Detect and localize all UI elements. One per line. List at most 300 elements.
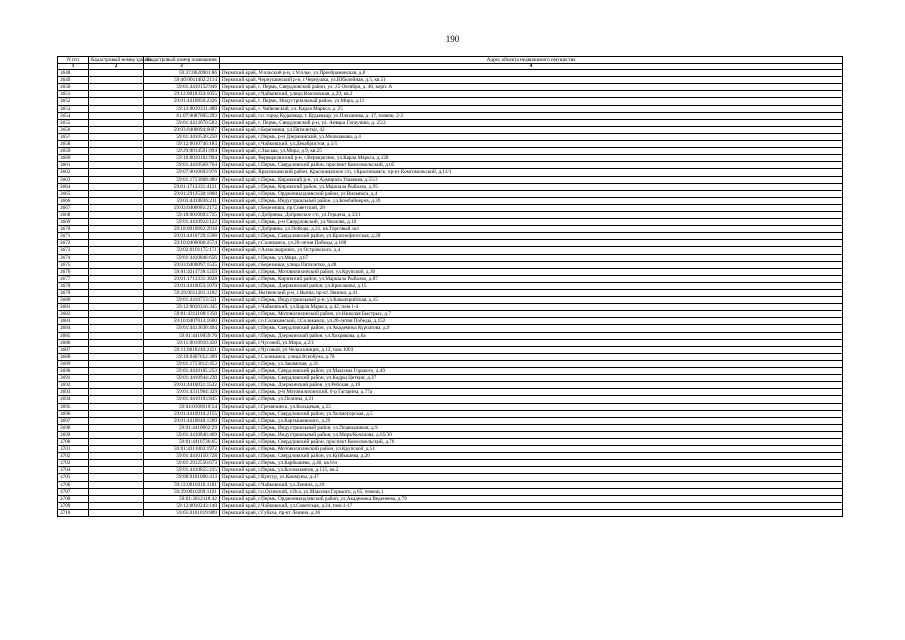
building-cadastral-number: [89, 282, 144, 289]
property-address: Пермский край, г.Добрянка, ул.Победы, д.31, кв.Торговый зал: [220, 226, 843, 233]
property-address: Пермский край, г.Пермь, р-н Свердловский, ул.Чкалова, д.10: [220, 219, 843, 226]
building-cadastral-number: [89, 424, 144, 431]
table-row: [58, 169, 843, 176]
property-address: Пермский край, г.Пермь, Кировский район, ул.Маршала Рыбалко, д.95: [220, 183, 843, 190]
room-cadastral-number: 59:01:4413670:583: [144, 119, 220, 126]
room-cadastral-number: 59:11:0010910:450: [144, 339, 220, 346]
property-address: Пермский край, г.о. город Кудымкар, г. Кудымкар, ул.Плеханова, д. 17, помещ. 2-2: [220, 112, 843, 119]
header-num: N п/п: [58, 57, 89, 64]
property-address: Пермский край, г.Пермь, Свердловский район, проспект Комсомольский, д.65: [220, 162, 843, 169]
building-cadastral-number: [89, 389, 144, 396]
property-address: Пермский край, г.Пермь, р-н Дзержинский, ул.Мильчакова, д.4: [220, 133, 843, 140]
row-number: 3658: [58, 141, 89, 148]
property-address: Пермский край, г.Пермь, ул.Космонавтов, д.115, кв.2: [220, 467, 843, 474]
table-row: [58, 247, 843, 254]
row-number: 3705: [58, 474, 89, 481]
building-cadastral-number: [89, 261, 144, 268]
row-number: 3653: [58, 105, 89, 112]
room-cadastral-number: 59:29:0010209:1191: [144, 488, 220, 495]
row-number: 3682: [58, 311, 89, 318]
room-cadastral-number: 59:01:4410910:2155: [144, 410, 220, 417]
table-row: [58, 318, 843, 325]
row-number: 3699: [58, 431, 89, 438]
room-cadastral-number: 59:01:4410736:65: [144, 438, 220, 445]
room-cadastral-number: 59:08:0101006:413: [144, 474, 220, 481]
table-row: [58, 84, 843, 91]
room-cadastral-number: 59:01:4410185:253: [144, 368, 220, 375]
table-row: [58, 112, 843, 119]
table-row: [58, 424, 843, 431]
property-address: Пермский край, г.Чайковский, ул.Советская, д.24, пом.1-17: [220, 502, 843, 509]
header-row: [58, 57, 843, 64]
row-number: 3710: [58, 509, 89, 516]
room-cadastral-number: 59:02:0101175:171: [144, 247, 220, 254]
property-address: Пермский край, г.Пермь, Свердловский район, ул.Академика Курчатова, д.9: [220, 325, 843, 332]
table-row: [58, 155, 843, 162]
property-address: Пермский край, г.Гремячинск, ул.Кольцевая, д.53: [220, 403, 843, 410]
building-cadastral-number: [89, 325, 144, 332]
building-cadastral-number: [89, 141, 144, 148]
row-number: 3707: [58, 488, 89, 495]
row-number: 3670: [58, 226, 89, 233]
row-number: 3701: [58, 446, 89, 453]
building-cadastral-number: [89, 297, 144, 304]
property-address: Пермский край, г.Пермь, Свердловский район, ул.Краснофлотская, д.28: [220, 233, 843, 240]
property-address: Пермский край, г.Чайковский, ул.Карла Маркса, д.42, пом.1-4: [220, 304, 843, 311]
room-cadastral-number: 59:10:0407013:1600: [144, 318, 220, 325]
row-number: 3702: [58, 453, 89, 460]
property-address: Пермский край, г.о.Соликамский, г.Соликамск, ул.20-летия Победы, д.152: [220, 318, 843, 325]
room-cadastral-number: 59:12:0010316:345: [144, 304, 220, 311]
property-address: Пермский край, г.Пермь, ул.Картышевского, д.29: [220, 417, 843, 424]
property-address: Пермский край, Верещагинский р-н, г.Верещагино, ул.Карла Маркса, д.128: [220, 155, 843, 162]
table-row: [58, 148, 843, 155]
building-cadastral-number: [89, 162, 144, 169]
row-number: 3667: [58, 204, 89, 211]
property-address: Пермский край, г. Чайковский, ул. Карла Маркса, д. 25: [220, 105, 843, 112]
table-row: [58, 360, 843, 367]
room-cadastral-number: 59:01:4410662:29: [144, 424, 220, 431]
row-number: 3687: [58, 346, 89, 353]
building-cadastral-number: [89, 509, 144, 516]
row-number: 3700: [58, 438, 89, 445]
property-address: Пермский край, Усольский р-н, г.Усолье, ул.Преображенская, д.8: [220, 70, 843, 77]
room-cadastral-number: 59:01:4410846:469: [144, 431, 220, 438]
row-number: 3685: [58, 332, 89, 339]
table-row: [58, 268, 843, 275]
header-address: Адрес объекта недвижимого имущества: [220, 57, 843, 64]
property-address: Пермский край, г.Чайковский, ул.Ленина, д.20: [220, 481, 843, 488]
building-cadastral-number: [89, 304, 144, 311]
room-cadastral-number: 59:11:0010240:2421: [144, 346, 220, 353]
table-row: [58, 453, 843, 460]
building-cadastral-number: [89, 91, 144, 98]
room-cadastral-number: 59:40:0011402:2114: [144, 77, 220, 84]
room-cadastral-number: 59:37:0620901:86: [144, 70, 220, 77]
room-cadastral-number: 59:10:0407052:309: [144, 353, 220, 360]
table-row: [58, 460, 843, 467]
row-number: 3688: [58, 353, 89, 360]
table-row: [58, 332, 843, 339]
table-row: [58, 226, 843, 233]
row-number: 3672: [58, 240, 89, 247]
building-cadastral-number: [89, 183, 144, 190]
room-cadastral-number: 59:01:4410640:1260: [144, 417, 220, 424]
building-cadastral-number: [89, 382, 144, 389]
table-row: [58, 417, 843, 424]
row-number: 3683: [58, 318, 89, 325]
table-row: [58, 233, 843, 240]
column-number: 2: [89, 64, 144, 70]
room-cadastral-number: 59:01:4410836:211: [144, 197, 220, 204]
property-address: Пермский край, г.Александровск, ул.Островского, д.4: [220, 247, 843, 254]
row-number: 3681: [58, 304, 89, 311]
building-cadastral-number: [89, 98, 144, 105]
room-cadastral-number: 59:18:0010602:2918: [144, 226, 220, 233]
building-cadastral-number: [89, 119, 144, 126]
table-row: [58, 126, 843, 133]
room-cadastral-number: 59:01:4410729:1508: [144, 233, 220, 240]
table-row: [58, 162, 843, 169]
property-address: Пермский край, г.о.Осинский, г.Оса, ул.Максима Горького, д.65, помещ.1: [220, 488, 843, 495]
table-row: [58, 261, 843, 268]
table-row: [58, 211, 843, 218]
table-row: [58, 325, 843, 332]
table-row: [58, 353, 843, 360]
table-row: [58, 254, 843, 261]
property-address: Пермский край, г. Пермь, Свердловский р-н, ул. Анвара Гатаулина, д. 25/2: [220, 119, 843, 126]
property-address: Пермский край, г.Губаха, пр-кт Ленина, д.30: [220, 509, 843, 516]
property-address: Пермский край, г.Пермь, Дзержинский район, ул.Ребская, д.19: [220, 382, 843, 389]
table-row: [58, 183, 843, 190]
property-address: Пермский край, г.Соликамск, ул.20-летия Победы, д.188: [220, 240, 843, 247]
row-number: 3668: [58, 211, 89, 218]
table-row: [58, 396, 843, 403]
property-address: Пермский край, г.Чайковский, ул.Декабристов, д.5/5: [220, 141, 843, 148]
room-cadastral-number: 59:01:3812118:42: [144, 495, 220, 502]
row-number: 3696: [58, 410, 89, 417]
room-cadastral-number: 59:01:4410031:1522: [144, 382, 220, 389]
room-cadastral-number: 59:01:4410059:76: [144, 332, 220, 339]
property-address: Пермский край, г.Пермь, ул.Закамская, д.31: [220, 360, 843, 367]
room-cadastral-number: 59:07:0010603:976: [144, 169, 220, 176]
property-address: Пермский край, г.Пермь, Кировский район, ул.Маршала Рыбалко, д.87: [220, 275, 843, 282]
building-cadastral-number: [89, 375, 144, 382]
property-address: Пермский край, Краснокамский район, Краснокамское г/п, г.Краснокамск, пр-кт Комсомольский, д.13/1: [220, 169, 843, 176]
property-address: Пермский край, г.Березники, улица Пятилетки, д.48: [220, 261, 843, 268]
building-cadastral-number: [89, 403, 144, 410]
row-number: 3673: [58, 247, 89, 254]
room-cadastral-number: 59:01:1713068:480: [144, 176, 220, 183]
row-number: 3706: [58, 481, 89, 488]
property-address: Пермский край, г.Пермь, р-н Мотовилихинский, б-р Гагарина, д.77а: [220, 389, 843, 396]
building-cadastral-number: [89, 410, 144, 417]
property-address: Пермский край, г.Пермь, Мотовилихинский район, ул.Крупской, д.51: [220, 446, 843, 453]
building-cadastral-number: [89, 275, 144, 282]
room-cadastral-number: 59:01:4410152:946: [144, 84, 220, 91]
building-cadastral-number: [89, 247, 144, 254]
building-cadastral-number: [89, 318, 144, 325]
row-number: 3652: [58, 98, 89, 105]
property-registry-table: [57, 56, 843, 517]
property-address: Пермский край, г.Пермь, Свердловский район, ул.Куйбышева, д.26: [220, 453, 843, 460]
property-address: Пермский край, г.Соликамск, улица Всеобуча, д.78: [220, 353, 843, 360]
row-number: 3674: [58, 254, 89, 261]
header-room-cadastral: Кадастровый номер помещения: [144, 57, 220, 64]
row-number: 3659: [58, 148, 89, 155]
room-cadastral-number: 59:01:4410713:531: [144, 297, 220, 304]
row-number: 3689: [58, 360, 89, 367]
property-address: Пермский край, г.Пермь, Свердловский район, ул.Холмогорская, д.5: [220, 410, 843, 417]
room-cadastral-number: 59:01:4311904:329: [144, 389, 220, 396]
table-row: [58, 304, 843, 311]
property-address: Пермский край, г. Пермь, Индустриальный район, ул.Мира, д.11: [220, 98, 843, 105]
building-cadastral-number: [89, 495, 144, 502]
property-address: Пермский край, г.Лысьва, ул.Мира, д.9, кв.25: [220, 148, 843, 155]
row-number: 3651: [58, 91, 89, 98]
table-row: [58, 495, 843, 502]
row-number: 3686: [58, 339, 89, 346]
table-row: [58, 502, 843, 509]
property-address: Пермский край, г.Пермь, Мотовилихинский район, ул.Крупской, д.30: [220, 268, 843, 275]
building-cadastral-number: [89, 332, 144, 339]
room-cadastral-number: 59:01:4410855:215: [144, 467, 220, 474]
building-cadastral-number: [89, 77, 144, 84]
building-cadastral-number: [89, 502, 144, 509]
property-address: Пермский край, г.Пермь, Индустриальный р-н, ул.Кавалерийская, д.15: [220, 297, 843, 304]
row-number: 3703: [58, 460, 89, 467]
row-number: 3657: [58, 133, 89, 140]
table-row: [58, 488, 843, 495]
row-number: 3695: [58, 403, 89, 410]
row-number: 3697: [58, 417, 89, 424]
building-cadastral-number: [89, 204, 144, 211]
table-row: [58, 382, 843, 389]
row-number: 3666: [58, 197, 89, 204]
table-row: [58, 282, 843, 289]
row-number: 3671: [58, 233, 89, 240]
building-cadastral-number: [89, 219, 144, 226]
page-number: 190: [445, 34, 460, 44]
table-row: [58, 119, 843, 126]
row-number: 3662: [58, 169, 89, 176]
building-cadastral-number: [89, 311, 144, 318]
table-row: [58, 474, 843, 481]
table-row: [58, 91, 843, 98]
row-number: 3649: [58, 77, 89, 84]
row-number: 3654: [58, 112, 89, 119]
building-cadastral-number: [89, 126, 144, 133]
table-row: [58, 275, 843, 282]
table-row: [58, 389, 843, 396]
property-address: Пермский край, г.Пермь, Свердловский район, ул.Максима Горького, д.49: [220, 368, 843, 375]
property-address: Пермский край, г.Добрянка, Добрянское г/п, ул.Герцена, д.33/1: [220, 211, 843, 218]
table-row: [58, 467, 843, 474]
building-cadastral-number: [89, 233, 144, 240]
building-cadastral-number: [89, 105, 144, 112]
row-number: 3708: [58, 495, 89, 502]
row-number: 3692: [58, 382, 89, 389]
building-cadastral-number: [89, 190, 144, 197]
room-cadastral-number: 59:01:1713012:453: [144, 360, 220, 367]
row-number: 3660: [58, 155, 89, 162]
table-row: [58, 368, 843, 375]
property-address: Пермский край, г.Пермь, Свердловский район, проспект Комсомольский, д.76: [220, 438, 843, 445]
row-number: 3691: [58, 375, 89, 382]
room-cadastral-number: 59:01:4410924:122: [144, 219, 220, 226]
room-cadastral-number: 59:10:0406006:2574: [144, 240, 220, 247]
table-row: [58, 403, 843, 410]
property-address: Пермский край, Нытвенский р-н, г.Нытва, пр-кт Ленина, д.41: [220, 290, 843, 297]
building-cadastral-number: [89, 211, 144, 218]
table-row: [58, 240, 843, 247]
table-row: [58, 297, 843, 304]
room-cadastral-number: 59:01:4410053:1070: [144, 282, 220, 289]
building-cadastral-number: [89, 226, 144, 233]
room-cadastral-number: 59:12:0010333:1055: [144, 91, 220, 98]
building-cadastral-number: [89, 467, 144, 474]
row-number: 3676: [58, 268, 89, 275]
property-address: Пермский край, г. Пермь, Свердловский район, ул. 25 Октября, д. 40, корп. А: [220, 84, 843, 91]
row-number: 3664: [58, 183, 89, 190]
property-address: Пермский край, г.Березники, пр.Советский, 28: [220, 204, 843, 211]
property-address: Пермский край, г.Пермь, Мотовилихинский район, ул.Николая Быстрых, д.7: [220, 311, 843, 318]
row-number: 3704: [58, 467, 89, 474]
table-row: [58, 197, 843, 204]
room-cadastral-number: 59:01:4410944:230: [144, 375, 220, 382]
row-number: 3698: [58, 424, 89, 431]
room-cadastral-number: 59:01:1713331:4121: [144, 183, 220, 190]
room-cadastral-number: 59:01:2912556:673: [144, 460, 220, 467]
table-row: [58, 339, 843, 346]
table-row: [58, 70, 843, 77]
building-cadastral-number: [89, 360, 144, 367]
table-row: [58, 481, 843, 488]
room-cadastral-number: 59:03:0400094:6697: [144, 126, 220, 133]
property-address: Пермский край, г.Пермь, Индустриальный район, ул.Подводников, д.9: [220, 424, 843, 431]
row-number: 3669: [58, 219, 89, 226]
room-cadastral-number: 59:01:4413638:494: [144, 325, 220, 332]
building-cadastral-number: [89, 353, 144, 360]
building-cadastral-number: [89, 70, 144, 77]
column-number: 4: [220, 64, 843, 70]
property-address: Пермский край, г.Пермь, Свердловский район, ул.Кадры Цеткин, д.27: [220, 375, 843, 382]
property-address: Пермский край, г.Пермь, Индустриальный район, ул.Комбайнеров, д.39: [220, 197, 843, 204]
building-cadastral-number: [89, 84, 144, 91]
table-body: [58, 70, 843, 517]
room-cadastral-number: 59:26:0611201:1182: [144, 290, 220, 297]
property-address: Пермский край, г.Чусовой, ул.Челюскинцев, д.12, пом.1003: [220, 346, 843, 353]
building-cadastral-number: [89, 438, 144, 445]
row-number: 3693: [58, 389, 89, 396]
row-number: 3661: [58, 162, 89, 169]
building-cadastral-number: [89, 133, 144, 140]
table-row: [58, 105, 843, 112]
table-row: [58, 219, 843, 226]
property-address: Пермский край, г.Чусовой, ул.Мира, д.2/1: [220, 339, 843, 346]
room-cadastral-number: 81:07:0087005:293: [144, 112, 220, 119]
room-cadastral-number: 59:01:4410530:250: [144, 133, 220, 140]
building-cadastral-number: [89, 148, 144, 155]
row-number: 3678: [58, 282, 89, 289]
row-number: 3665: [58, 190, 89, 197]
property-address: Пермский край, г.Пермь, ул.Полины, д.21: [220, 396, 843, 403]
building-cadastral-number: [89, 453, 144, 460]
table-row: [58, 204, 843, 211]
room-cadastral-number: 59:12:0010316:1181: [144, 481, 220, 488]
building-cadastral-number: [89, 197, 144, 204]
property-address: Пермский край, г.Березники, ул.Пятилетки, 42: [220, 126, 843, 133]
room-cadastral-number: 59:01:4410150:728: [144, 453, 220, 460]
building-cadastral-number: [89, 290, 144, 297]
property-address: Пермский край, г.Пермь, Орджоникидзевский район, ул.Вильямса, д.4: [220, 190, 843, 197]
row-number: 3675: [58, 261, 89, 268]
building-cadastral-number: [89, 240, 144, 247]
table-row: [58, 431, 843, 438]
row-number: 3663: [58, 176, 89, 183]
building-cadastral-number: [89, 155, 144, 162]
row-number: 3694: [58, 396, 89, 403]
building-cadastral-number: [89, 112, 144, 119]
row-number: 3709: [58, 502, 89, 509]
room-cadastral-number: 59:01:1713331:3828: [144, 275, 220, 282]
building-cadastral-number: [89, 396, 144, 403]
building-cadastral-number: [89, 368, 144, 375]
header-building-cadastral: Кадастровый номер здания: [89, 57, 144, 64]
row-number: 3677: [58, 275, 89, 282]
property-address: Пермский край, г.Пермь, Дзержинский район, ул.Крисанова, д.15: [220, 282, 843, 289]
room-cadastral-number: 59:01:4311108:1350: [144, 311, 220, 318]
table-row: [58, 98, 843, 105]
room-cadastral-number: 59:04:0100610:54: [144, 403, 220, 410]
table-row: [58, 446, 843, 453]
building-cadastral-number: [89, 254, 144, 261]
room-cadastral-number: 59:03:0400081:2172: [144, 204, 220, 211]
row-number: 3690: [58, 368, 89, 375]
row-number: 3656: [58, 126, 89, 133]
column-number: 1: [58, 64, 89, 70]
building-cadastral-number: [89, 169, 144, 176]
row-number: 3684: [58, 325, 89, 332]
building-cadastral-number: [89, 460, 144, 467]
building-cadastral-number: [89, 446, 144, 453]
room-cadastral-number: 59:12:0010746:183: [144, 141, 220, 148]
building-cadastral-number: [89, 417, 144, 424]
property-address: Пермский край, г.Кунгур, ул.Коммуны, д.47: [220, 474, 843, 481]
row-number: 3650: [58, 84, 89, 91]
table-row: [58, 311, 843, 318]
room-cadastral-number: 59:18:0010603:725: [144, 211, 220, 218]
building-cadastral-number: [89, 481, 144, 488]
property-address: Пермский край, г.Пермь, Кировский р-н, ул.Адмирала Ушакова, д.55/2: [220, 176, 843, 183]
room-cadastral-number: 59:01:4410856:2326: [144, 98, 220, 105]
room-cadastral-number: 59:01:4311003:1972: [144, 446, 220, 453]
room-cadastral-number: 59:03:0400097:1535: [144, 261, 220, 268]
property-address: Пермский край, г.Чайковский, улица Вокзальная, д.29, кв.2: [220, 91, 843, 98]
room-cadastral-number: 59:01:4410569:764: [144, 162, 220, 169]
row-number: 3655: [58, 119, 89, 126]
table-row: [58, 176, 843, 183]
building-cadastral-number: [89, 474, 144, 481]
row-number: 3679: [58, 290, 89, 297]
table-row: [58, 346, 843, 353]
property-address: Пермский край, г.Пермь, Дзержинский район, ул.Хохрякова, д.6а: [220, 332, 843, 339]
table-row: [58, 141, 843, 148]
building-cadastral-number: [89, 339, 144, 346]
room-cadastral-number: 59:05:0101019:889: [144, 509, 220, 516]
building-cadastral-number: [89, 176, 144, 183]
table-row: [58, 509, 843, 516]
